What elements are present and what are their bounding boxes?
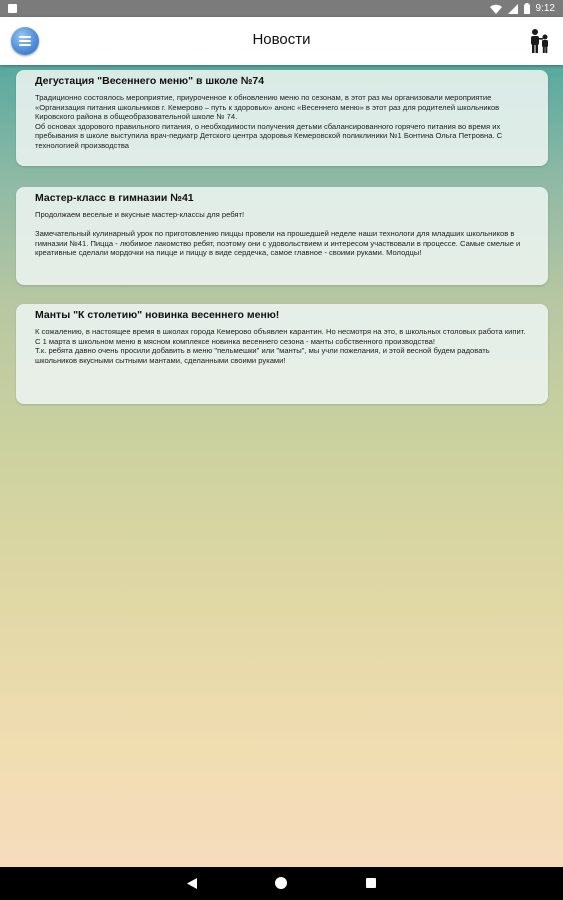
back-icon[interactable] — [187, 878, 197, 889]
news-card[interactable] — [16, 304, 548, 404]
recents-icon[interactable] — [366, 878, 376, 888]
news-card[interactable] — [16, 187, 548, 285]
status-bar — [0, 0, 563, 17]
status-time: 9:12 — [535, 3, 555, 14]
app-bar — [0, 17, 563, 65]
news-text: К сожалению, в настоящее время в школах города Кемерово объявлен карантин. Но несмотря на это, в школьных столовых работа кипит. С 1 марта в школьном меню в мясном комплексе новинка весеннего сезона - манты собственного производства! Т.к. ребята давно очень просили добавить в меню "пельмешки" или "манты", мы учли пожелания, и этой весной будем радовать школьников вкусными сытными мантами, сделанными своими руками! — [35, 327, 526, 365]
news-text: Традиционно состоялось мероприятие, приуроченное к обновлению меню по сезонам, в этот раз мы организовали мероприятие «Организация питания школьников г. Кемерово – путь к здоровью» анонс «Весеннего меню» в этот раз для родителей школьников Кировского района в общеобразовательной школе № 74. Об основах здорового правильного питания, о необходимости получения детьми сбалансированного горячего питания во время их пребывания в школе выступила врач-педиатр Детского центра здоровья Кемеровской поликлиники №1 Бонтина Ольга Петровна. С технологией производства — [35, 93, 503, 150]
page-title: Новости — [252, 31, 311, 48]
news-title: Манты "К столетию" новинка весеннего меню! — [35, 309, 280, 321]
home-icon[interactable] — [275, 877, 287, 889]
signal-icon — [508, 4, 518, 14]
news-text: Продолжаем веселые и вкусные мастер-классы для ребят! Замечательный кулинарный урок по приготовлению пиццы провели на прошедшей неделе наши технологи для младших школьников в гимназии №41. Пицца - любимое лакомство ребят, поэтому они с удовольствием и интересом участвовали в процессе. Самые смелые и креативные сделали мордочки на пицце и пиццу в виде сердечка, самое главное - своими руками. Молодцы! — [35, 210, 521, 258]
news-title: Мастер-класс в гимназии №41 — [35, 192, 194, 204]
news-card[interactable] — [16, 70, 548, 166]
news-title: Дегустация "Весеннего меню" в школе №74 — [35, 75, 265, 87]
navigation-bar — [0, 867, 563, 900]
parent-child-icon[interactable] — [529, 28, 551, 54]
wifi-icon — [490, 4, 502, 14]
news-list — [0, 65, 563, 867]
notification-icon — [8, 4, 17, 13]
battery-icon — [524, 3, 530, 14]
